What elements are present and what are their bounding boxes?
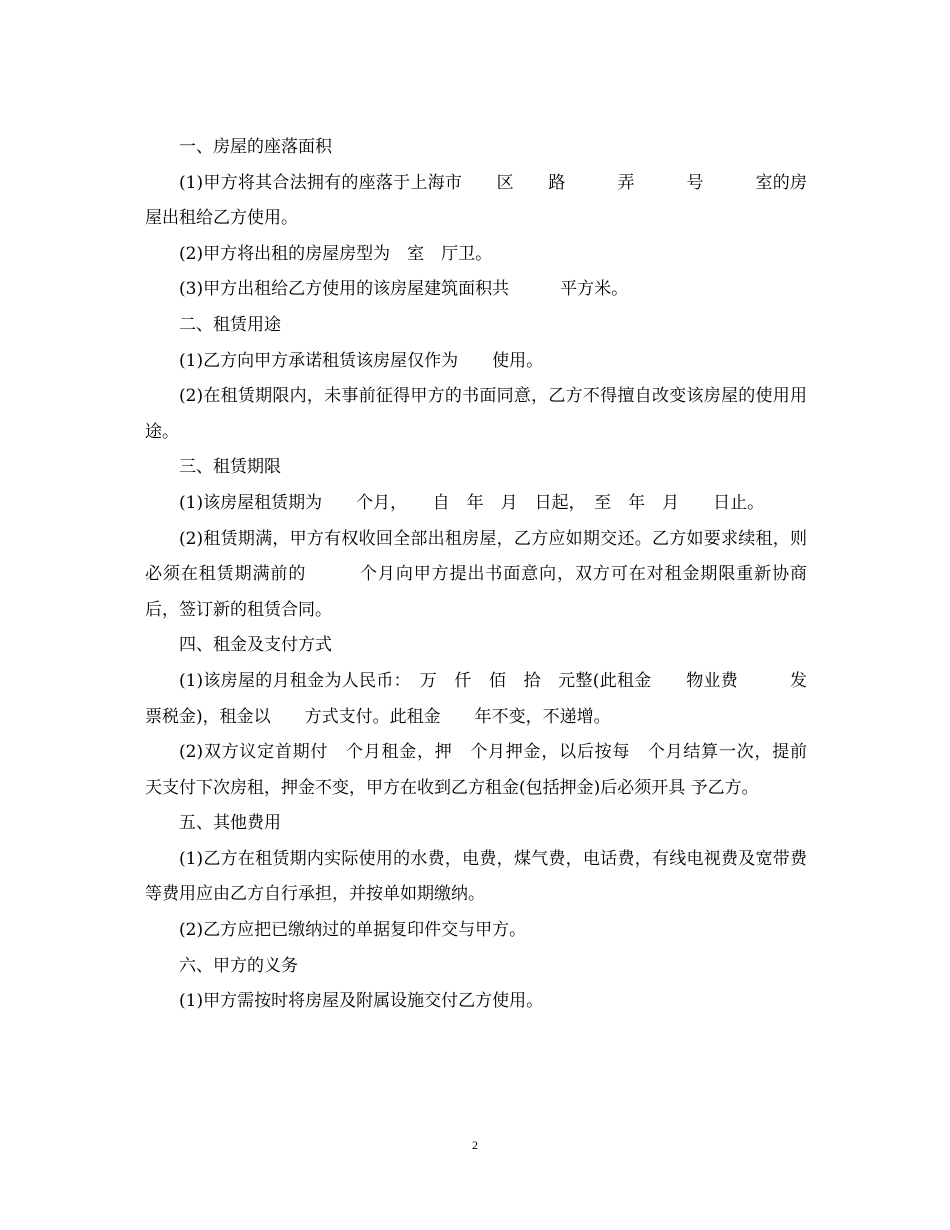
clause-1-2: (2)甲方将出租的房屋房型为 室 厅卫。 — [179, 243, 493, 264]
clause-5-2: (2)乙方应把已缴纳过的单据复印件交与甲方。 — [179, 920, 527, 941]
clause-3-1: (1)该房屋租赁期为 个月， 自 年 月 日起， 至 年 月 日止。 — [179, 492, 765, 513]
clause-4-2: (2)双方议定首期付 个月租金，押 个月押金，以后按每 个月结算一次，提前 天支付下次房租，押金不变，甲方在收到乙方租金(包括押金)后必须开具 予乙方。 — [145, 742, 841, 798]
clause-2-2: (2)在租赁期限内，未事前征得甲方的书面同意，乙方不得擅自改变该房屋的使用用途。 — [145, 386, 807, 442]
clause-2-1: (1)乙方向甲方承诺租赁该房屋仅作为 使用。 — [179, 350, 544, 371]
section-heading-lease-term: 三、租赁期限 — [179, 457, 281, 478]
section-heading-rent-payment: 四、租金及支付方式 — [179, 635, 332, 656]
clause-5-1: (1)乙方在租赁期内实际使用的水费，电费，煤气费，电话费，有线电视费及宽带费等费用应由乙方自行承担，并按单如期缴纳。 — [145, 848, 807, 905]
section-heading-location-area: 一、房屋的座落面积 — [179, 137, 332, 157]
clause-4-1: (1)该房屋的月租金为人民币： 万 仟 佰 拾 元整(此租金 物业费 发票税金)，租金以 方式支付。此租金 年不变，不递增。 — [145, 670, 807, 727]
clause-1-3: (3)甲方出租给乙方使用的该房屋建筑面积共 平方米。 — [179, 279, 629, 300]
section-heading-lessor-obligations: 六、甲方的义务 — [179, 955, 298, 976]
section-heading-lease-purpose: 二、租赁用途 — [179, 314, 281, 335]
clause-6-1: (1)甲方需按时将房屋及附属设施交付乙方使用。 — [179, 991, 544, 1012]
section-heading-other-fees: 五、其他费用 — [179, 813, 281, 834]
clause-1-1: (1)甲方将其合法拥有的座落于上海市 区 路 弄 号 室的房屋出租给乙方使用。 — [145, 172, 807, 229]
clause-3-2: (2)租赁期满，甲方有权收回全部出租房屋，乙方应如期交还。乙方如要求续租，则必须在租赁期满前的 个月向甲方提出书面意向，双方可在对租金期限重新协商后，签订新的租赁合同。 — [145, 528, 807, 620]
document-body — [145, 130, 841, 1020]
page-number: 2 — [472, 1138, 478, 1152]
